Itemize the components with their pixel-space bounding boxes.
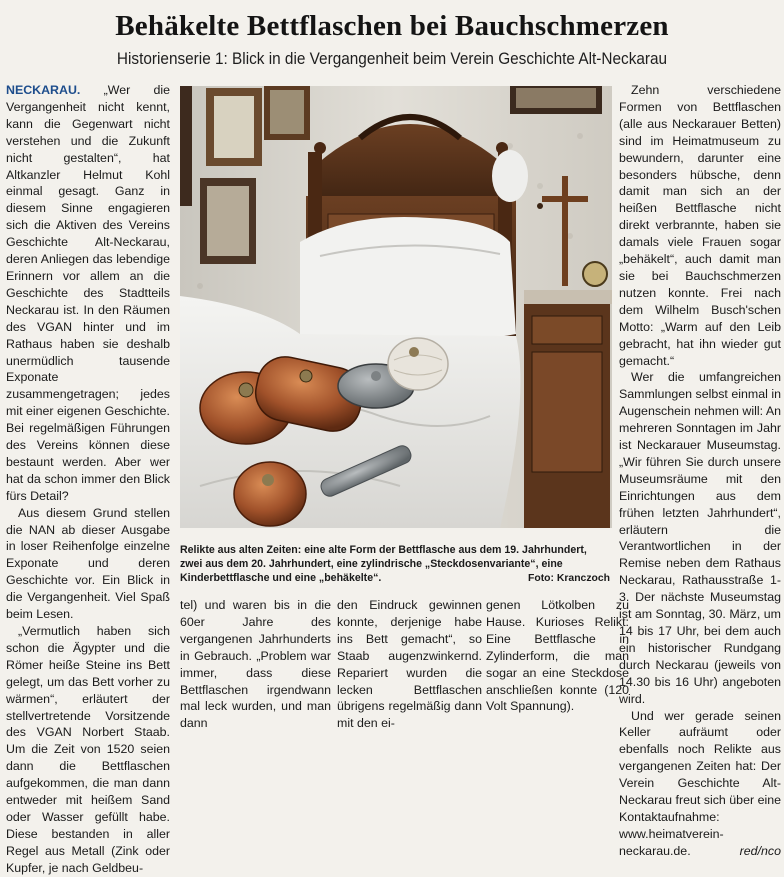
paragraph: „Vermutlich haben sich schon die Ägypter und die Römer heiße Steine ins Bett gelegt, um das Bett vorher zu wärmen“, erläutert der stellvertretende Vorsitzende des VGAN Norbert Staab. Um die Zeit von 1520 seien dann die Bettflaschen aufgekommen, die man dann entweder mit heißem Sand oder Wasser gefüllt habe. Diese bestanden in aller Regel aus Metall (Zink oder Kupfer, je nach Geldbeu- bbox=[6, 624, 170, 875]
subheadline: Historienserie 1: Blick in die Vergangenheit beim Verein Geschichte Alt-Neckarau bbox=[116, 50, 668, 68]
dateline: NECKARAU. bbox=[6, 83, 81, 97]
column-3 bbox=[337, 597, 482, 732]
paragraph: genen Lötkolben zu Hause. Kurioses Relikt: Eine Bettflasche in Zylinderform, die man sogar an eine Steckdose anschließen konnte (120 Volt Spannung). bbox=[486, 598, 629, 714]
paragraph: Aus diesem Grund stellen die NAN ab dieser Ausgabe in loser Reihenfolge einzelne Exponate und deren Geschichte vor. Ein Blick in die Vergangenheit. Viel Spaß beim Lesen. bbox=[6, 505, 170, 622]
headline: Behäkelte Bettflaschen bei Bauchschmerzen bbox=[115, 10, 669, 42]
photo-credit: Foto: Kranczoch bbox=[528, 573, 610, 584]
paragraph bbox=[6, 82, 170, 505]
paragraph: den Eindruck gewinnen konnte, derjenige habe ins Bett gemacht“, so Staab augenzwinkernd. Repariert wurden die lecken Bettflaschen übrigens regelmäßig dann mit den ei- bbox=[337, 598, 482, 731]
column-5 bbox=[619, 82, 781, 858]
paragraph: tel) und waren bis in die 60er Jahre des vergangenen Jahrhunderts in Gebrauch. „Problem war immer, dass diese Bettflaschen irgendwann mal leck wurden, und man dann bbox=[180, 598, 331, 731]
paragraph: Zehn verschiedene Formen von Bettflaschen (alle aus Neckarauer Betten) sind im Heimatmuseum zu bewundern, darunter eine besonders hübsche, denn damit man sich an der heißen Bettflasche nicht direkt verbrannte, haben sie damals viele Frauen sogar „behäkelt“, auch damit man sie bei Bauchschmerzen nutzen konnte. Frei nach dem Wilhelm Busch'schen Motto: „Warm auf den Leib gebracht, hat ihn wieder gut gemacht.“ bbox=[619, 83, 781, 368]
paragraph bbox=[619, 708, 781, 860]
column-4 bbox=[486, 597, 629, 715]
paragraph-text: Und wer gerade seinen Keller aufräumt oder ebenfalls noch Relikte aus vergangenen Zeiten hat: Der Verein Geschichte Alt-Neckarau freut sich über eine Kontaktaufnahme: www.heimatverein-neckarau.de. bbox=[619, 708, 781, 858]
column-1 bbox=[6, 82, 170, 875]
article-photo bbox=[180, 86, 612, 528]
photo-caption: Relikte aus alten Zeiten: eine alte Form der Bettflasche aus dem 19. Jahrhundert, zwei aus dem 20. Jahrhundert, eine zylindrische „Steckdosenvariante“, eine Kinderbettflasche und eine „behäkelte“. bbox=[180, 544, 587, 584]
paragraph-text: „Wer die Vergangenheit nicht kennt, kann die Gegenwart nicht verstehen und die Zukunft nicht gestalten“, hat Altkanzler Helmut Kohl einmal gesagt. Ganz in diesem Sinne engagieren sich die Aktiven des Vereins Geschichte Alt-Neckarau, deren Anliegen das lebendige Erinnern vor allem an die Geschichte des Stadtteils Neckarau ist. In den Räumen des VGAN hinter und im Rathaus haben sie deshalb unermüdlich tausende Exponate zusammengetragen; jedes mit einer eigenen Geschichte. Bei regelmäßigen Führungen des Vereins können diese bestaunt werden. Aber wer hat da schon immer den Blick fürs Detail? bbox=[6, 83, 170, 503]
paragraph: Wer die umfangreichen Sammlungen selbst einmal in Augenschein nehmen will: An mehreren Sonntagen im Jahr ist Neckarauer Museumstag. „Wir führen Sie durch unsere Museumsräume mit den Einrichtungen aus dem frühen letzten Jahrhundert“, erläutern die Verantwortlichen in der Remise neben dem Rathaus Neckarau, Rathausstraße 1-3. Der nächste Museumstag ist am Sonntag, 30. März, um 14 bis 17 Uhr, bei dem auch ein historischer Rundgang durch Neckarau (jeweils von 14.30 bis 16 Uhr) angeboten wird. bbox=[619, 370, 781, 706]
author-signature: red/nco bbox=[739, 843, 781, 858]
column-2 bbox=[180, 597, 331, 732]
